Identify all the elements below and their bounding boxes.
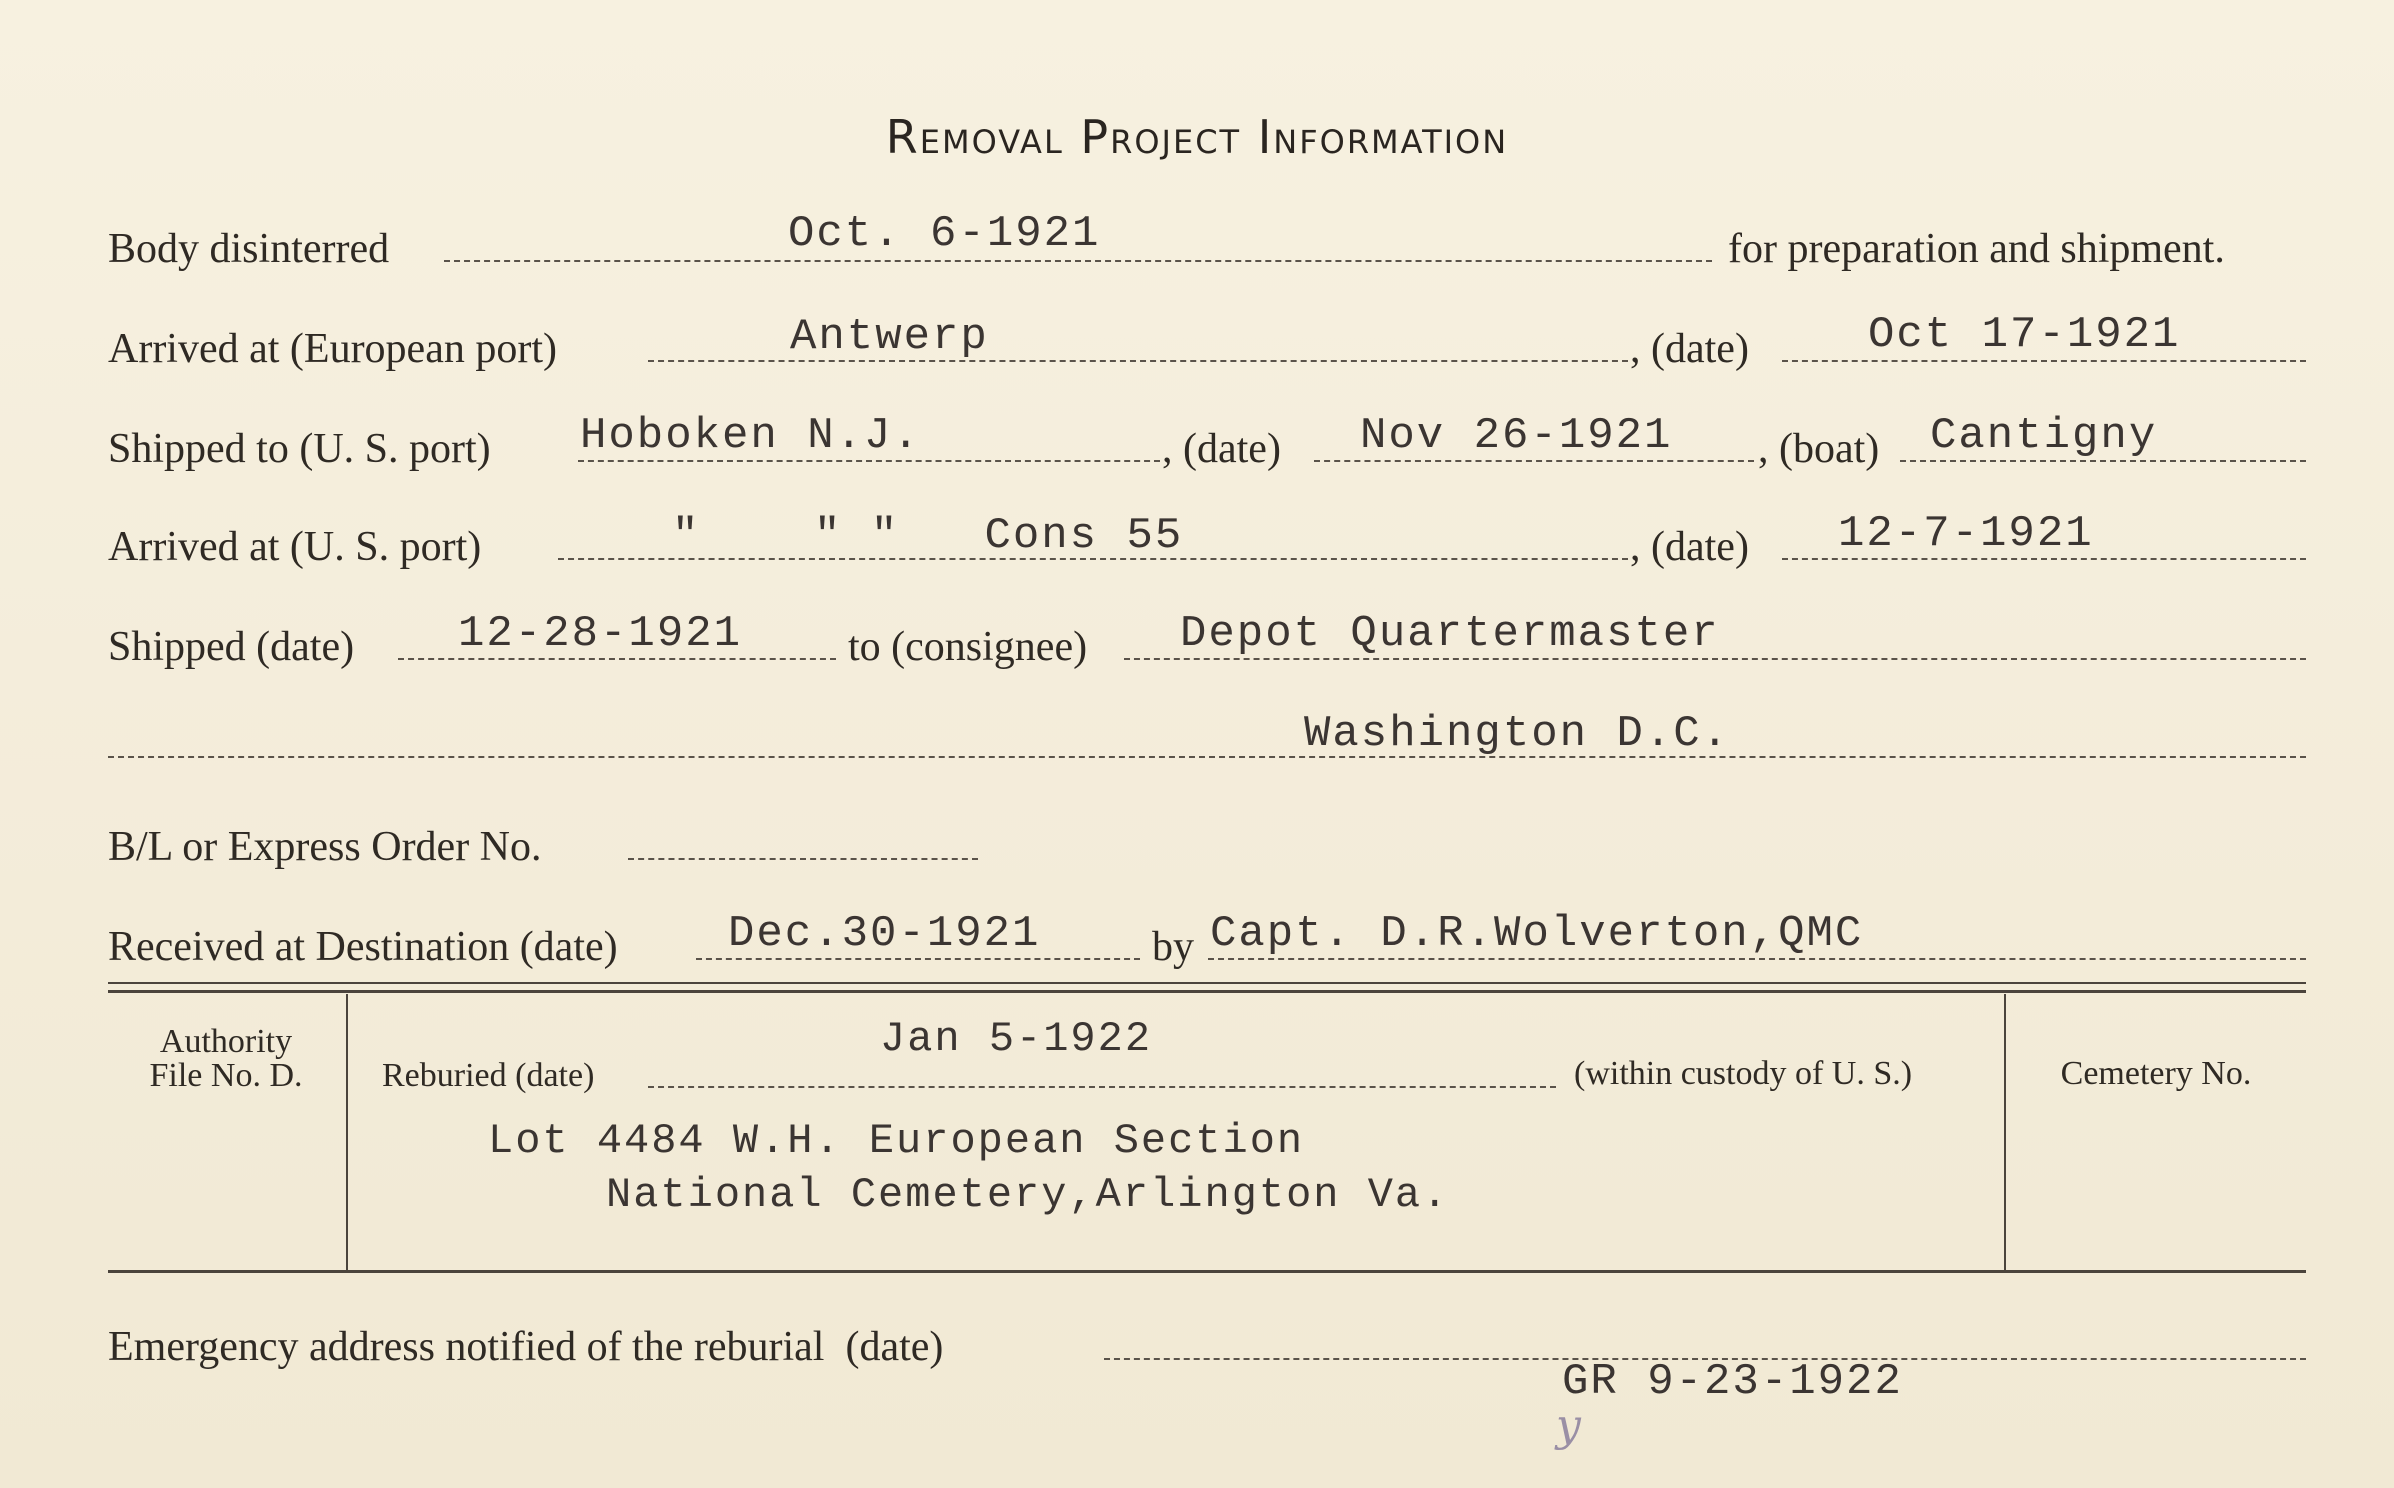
received-date-value: Dec.30-1921	[728, 909, 1041, 959]
reburial-location-line-1: Lot 4484 W.H. European Section	[488, 1117, 1305, 1165]
shipped-us-date-label: , (date)	[1162, 426, 1281, 472]
reburied-line	[648, 1086, 1556, 1088]
consignee-value-line-2: Washington D.C.	[1304, 709, 1731, 759]
shipped-us-boat-value: Cantigny	[1930, 411, 2158, 461]
received-by-value: Capt. D.R.Wolverton,QMC	[1210, 909, 1864, 959]
authority-file-label: File No. D.	[149, 1057, 303, 1094]
reburied-date-value: Jan 5-1922	[880, 1015, 1153, 1063]
emergency-stamp: GR 9-23-1922	[1562, 1357, 1903, 1407]
reburied-label: Reburied (date)	[382, 1057, 595, 1094]
shipped-us-date-value: Nov 26-1921	[1360, 411, 1673, 461]
shipped-date-value: 12-28-1921	[458, 609, 743, 659]
arrived-european-label: Arrived at (European port)	[108, 326, 557, 372]
shipped-date-label: Shipped (date)	[108, 624, 355, 670]
consignee-value: Depot Quartermaster	[1180, 609, 1720, 659]
reburial-box-top-rule	[108, 982, 2306, 984]
received-by-label: by	[1152, 924, 1194, 970]
reburial-box-divider-left	[346, 994, 348, 1270]
authority-label: Authority	[159, 1023, 293, 1060]
body-disinterred-value: Oct. 6-1921	[788, 209, 1101, 259]
arrived-european-port-value: Antwerp	[790, 312, 989, 362]
custody-note: (within custody of U. S.)	[1574, 1055, 1913, 1092]
body-disinterred-line	[444, 260, 1712, 262]
reburial-box-top-rule-2	[108, 990, 2306, 993]
card-title: Removal Project Information	[885, 110, 1509, 164]
bl-order-line	[628, 858, 978, 860]
arrived-us-date-value: 12-7-1921	[1838, 509, 2094, 559]
bl-order-label: B/L or Express Order No.	[108, 824, 542, 870]
body-disinterred-suffix: for preparation and shipment.	[1728, 226, 2225, 272]
cemetery-number-label: Cemetery No.	[2060, 1055, 2252, 1092]
reburial-box-bottom-rule	[108, 1270, 2306, 1273]
arrived-us-port-value: " " " Cons 55	[672, 511, 1184, 561]
consignee-line-2	[108, 756, 2306, 758]
arrived-us-label: Arrived at (U. S. port)	[108, 524, 482, 570]
pen-mark: y	[1556, 1400, 1581, 1451]
arrived-european-date-label: , (date)	[1630, 326, 1749, 372]
shipped-us-boat-label: , (boat)	[1758, 426, 1880, 472]
reburial-location-line-2: National Cemetery,Arlington Va.	[606, 1171, 1450, 1219]
shipped-us-port-value: Hoboken N.J.	[580, 411, 921, 461]
emergency-label: Emergency address notified of the reburial (date)	[108, 1324, 944, 1370]
body-disinterred-label: Body disinterred	[108, 226, 390, 272]
shipped-us-label: Shipped to (U. S. port)	[108, 426, 491, 472]
reburial-box-divider-right	[2004, 994, 2006, 1270]
arrived-european-date-line	[1782, 360, 2306, 362]
arrived-european-date-value: Oct 17-1921	[1868, 310, 2181, 360]
received-label: Received at Destination (date)	[108, 924, 618, 970]
consignee-label: to (consignee)	[848, 624, 1088, 670]
arrived-us-date-label: , (date)	[1630, 524, 1749, 570]
